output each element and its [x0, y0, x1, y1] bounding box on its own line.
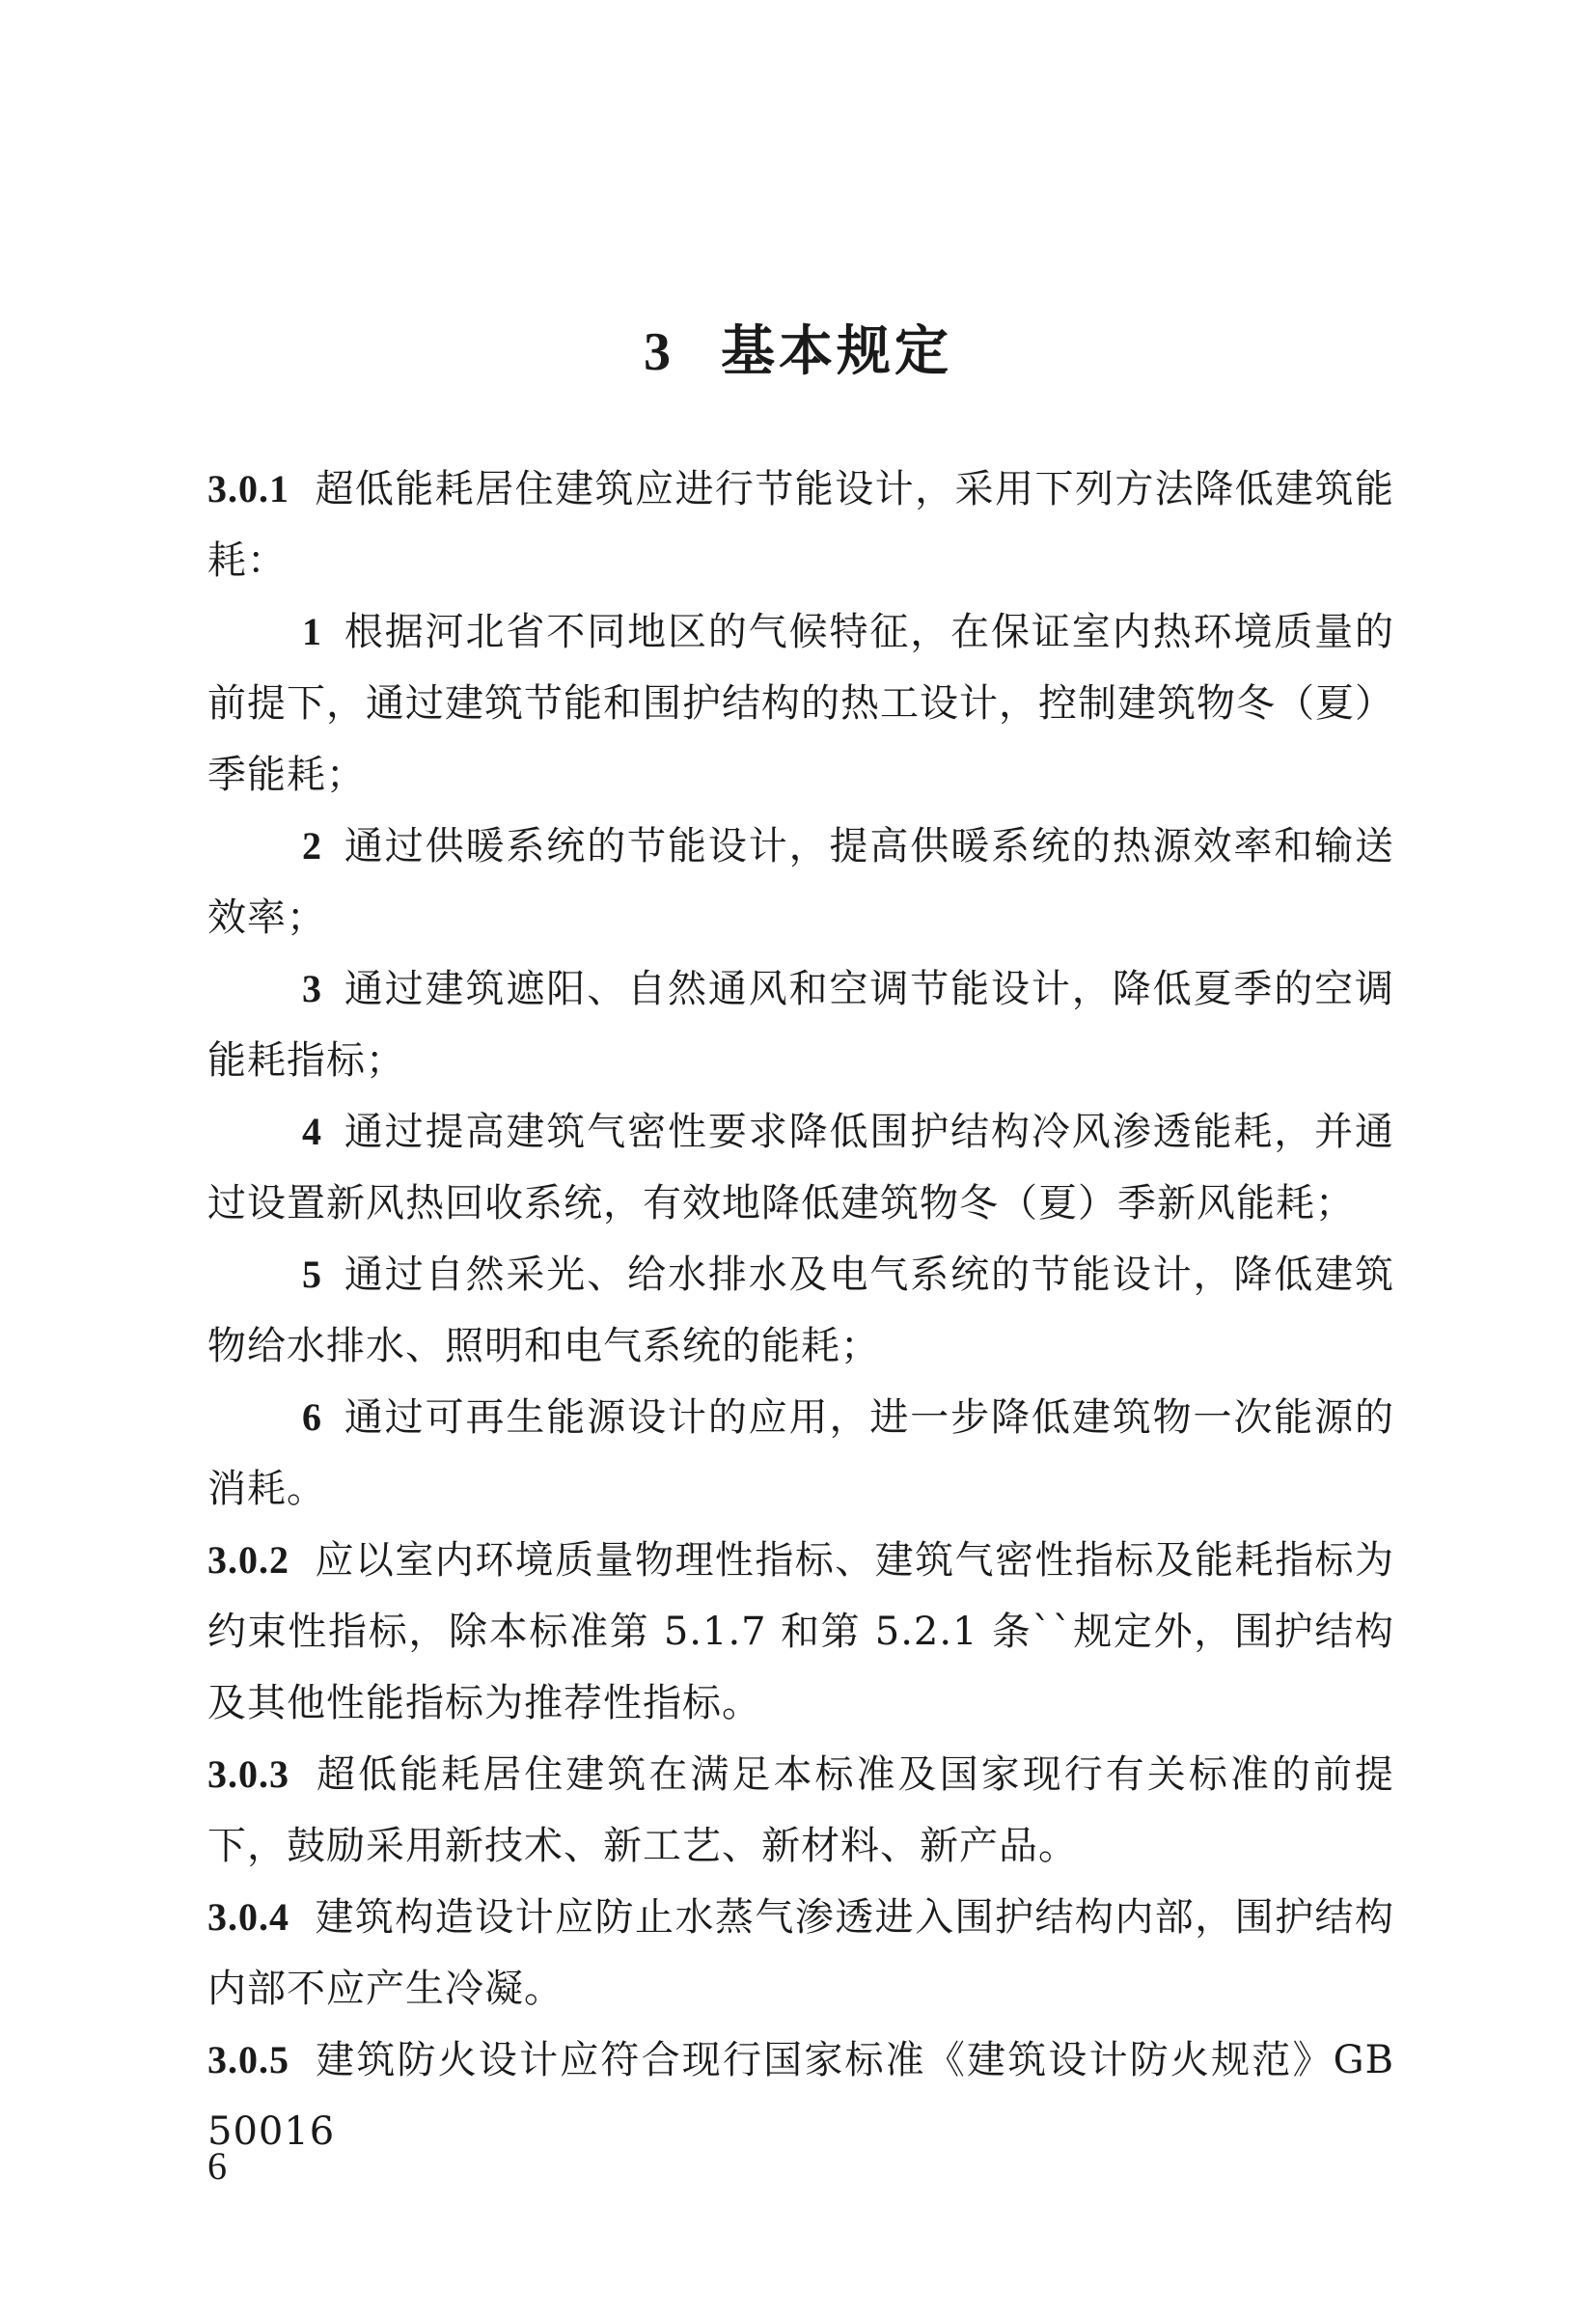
- clause-text: 超低能耗居住建筑在满足本标准及国家现行有关标准的前提下，鼓励采用新技术、新工艺、新材料、新产品。: [207, 1752, 1394, 1868]
- clause-item-1: [207, 596, 1394, 811]
- clause-3-0-1: [207, 454, 1394, 596]
- item-text: 通过自然采光、给水排水及电气系统的节能设计，降低建筑物给水排水、照明和电气系统的能耗；: [207, 1253, 1394, 1368]
- item-text: 通过可再生能源设计的应用，进一步降低建筑物一次能源的消耗。: [207, 1395, 1394, 1511]
- clause-3-0-5: [207, 2025, 1394, 2167]
- clause-item-5: [207, 1239, 1394, 1382]
- item-number: 4: [302, 1110, 322, 1153]
- clause-3-0-3: [207, 1739, 1394, 1882]
- clause-3-0-2: [207, 1525, 1394, 1739]
- clause-text: 建筑防火设计应符合现行国家标准《建筑设计防火规范》GB 50016: [207, 2038, 1394, 2154]
- item-number: 2: [302, 824, 322, 868]
- item-text: 通过提高建筑气密性要求降低围护结构冷风渗透能耗，并通过设置新风热回收系统，有效地降低建筑物冬（夏）季新风能耗；: [207, 1110, 1394, 1226]
- chapter-title: 基本规定: [721, 320, 952, 383]
- item-number: 3: [302, 967, 322, 1010]
- page-number: 6: [207, 2144, 227, 2188]
- clause-number: 3.0.1: [207, 467, 289, 510]
- clause-text: 应以室内环境质量物理性指标、建筑气密性指标及能耗指标为约束性指标，除本标准第 5.1.7 和第 5.2.1 条``规定外，围护结构及其他性能指标为推荐性指标。: [207, 1538, 1394, 1725]
- clause-item-3: [207, 953, 1394, 1096]
- clause-number: 3.0.5: [207, 2038, 289, 2081]
- clause-item-6: [207, 1382, 1394, 1525]
- clause-item-4: [207, 1096, 1394, 1239]
- clause-number: 3.0.2: [207, 1538, 289, 1582]
- item-text: 通过供暖系统的节能设计，提高供暖系统的热源效率和输送效率；: [207, 824, 1394, 940]
- clause-3-0-4: [207, 1882, 1394, 2025]
- clause-text: 建筑构造设计应防止水蒸气渗透进入围护结构内部，围护结构内部不应产生冷凝。: [207, 1895, 1394, 2011]
- page-title: [0, 314, 1596, 391]
- item-number: 1: [302, 610, 322, 653]
- clause-text: 超低能耗居住建筑应进行节能设计，采用下列方法降低建筑能耗：: [207, 467, 1394, 583]
- chapter-number: 3: [644, 322, 674, 382]
- item-number: 6: [302, 1395, 322, 1439]
- document-body: [207, 454, 1394, 2167]
- clause-number: 3.0.4: [207, 1895, 289, 1939]
- item-number: 5: [302, 1253, 322, 1296]
- item-text: 根据河北省不同地区的气候特征，在保证室内热环境质量的前提下，通过建筑节能和围护结构的热工设计，控制建筑物冬（夏）季能耗；: [207, 610, 1394, 797]
- clause-item-2: [207, 811, 1394, 953]
- item-text: 通过建筑遮阳、自然通风和空调节能设计，降低夏季的空调能耗指标；: [207, 967, 1394, 1083]
- clause-number: 3.0.3: [207, 1752, 289, 1796]
